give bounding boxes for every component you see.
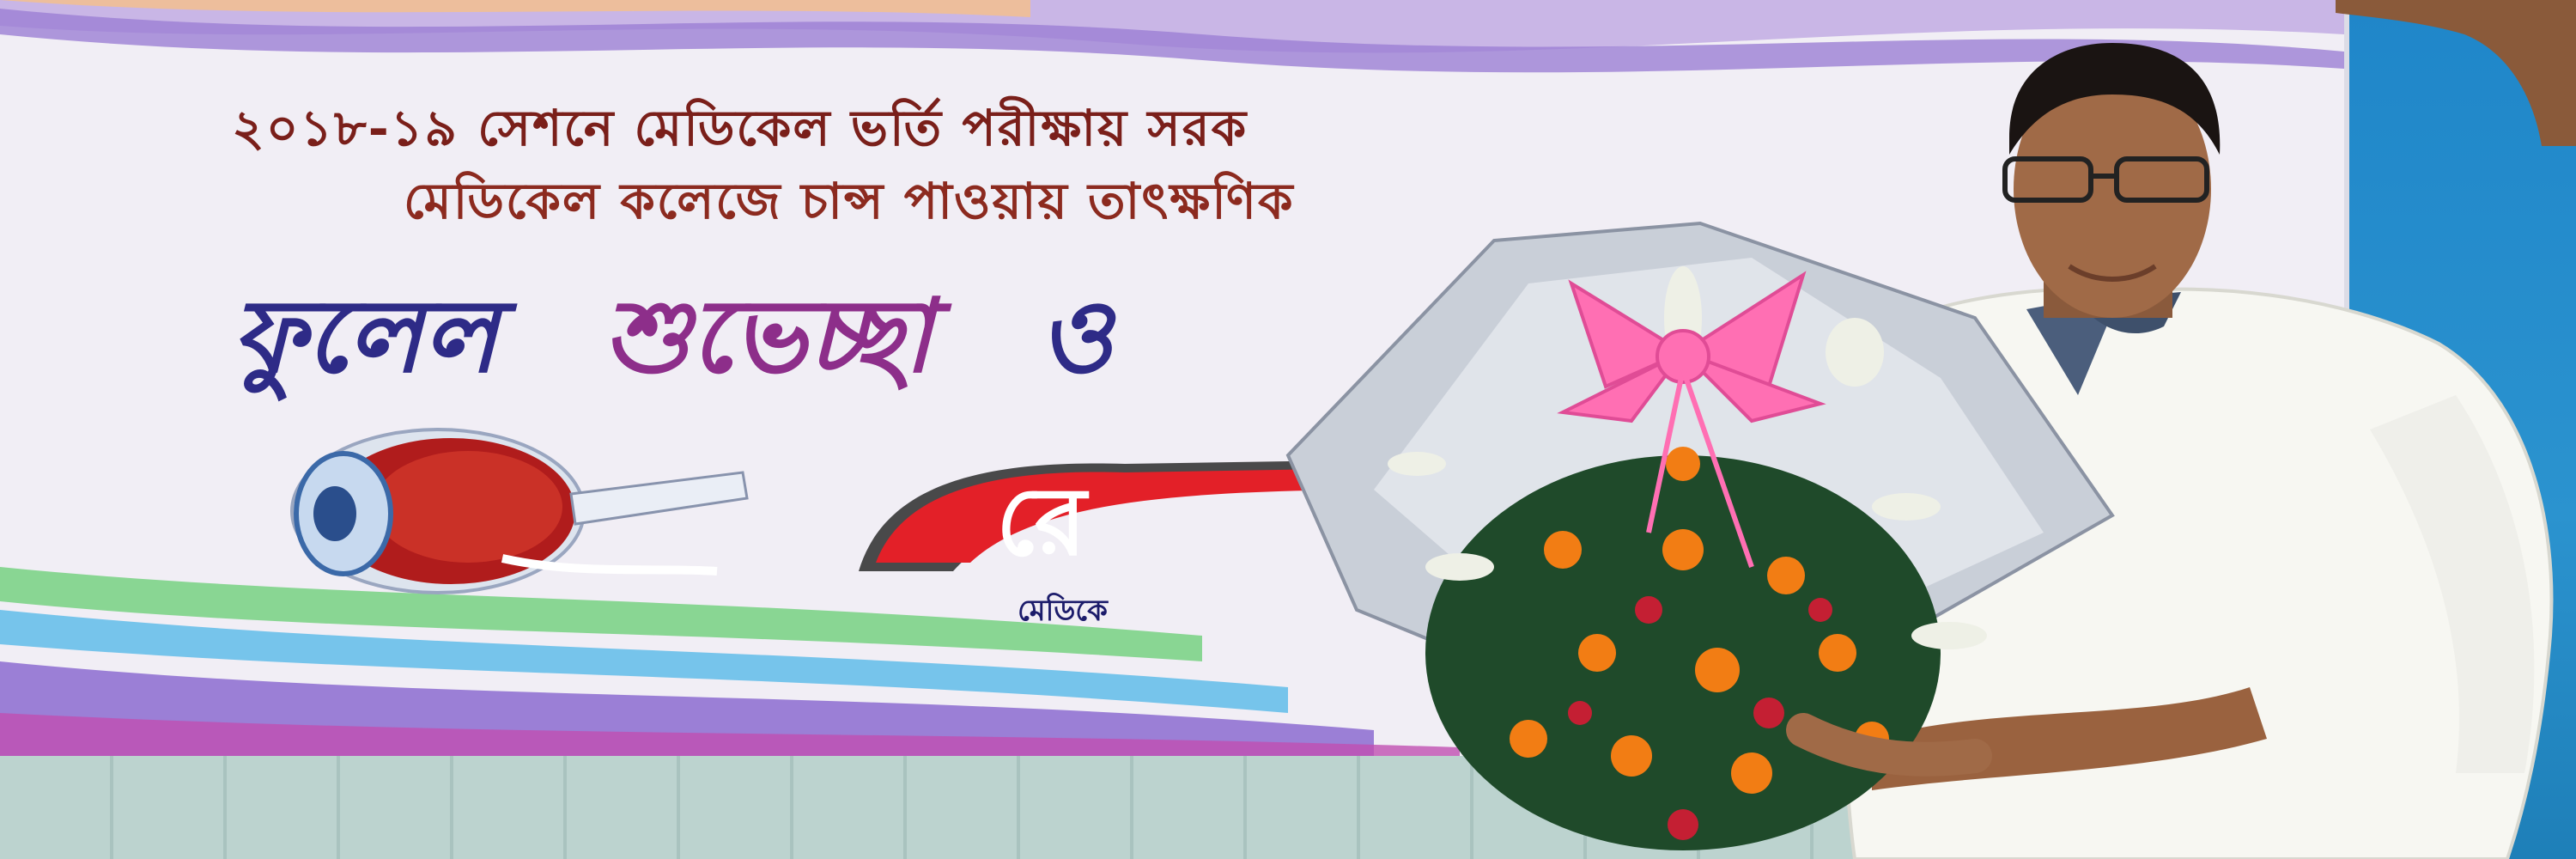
greeting-word-2: শুভেচ্ছা [603, 276, 933, 395]
banner-headline-line2: মেডিকেল কলেজে চান্স পাওয়ায় তাৎক্ষণিক [404, 172, 1295, 230]
greeting-word-1: ফুলেল [232, 276, 498, 395]
logo-subtext: মেডিকে [1018, 594, 1108, 628]
eye-illustration-icon [253, 421, 751, 610]
flower-bouquet [1202, 206, 2250, 859]
greeting-word-3: ও [1037, 276, 1113, 395]
logo-partial-text: রে [996, 466, 1087, 576]
banner-headline-line1: ২০১৮-১৯ সেশনে মেডিকেল ভর্তি পরীক্ষায় সরক [232, 99, 1249, 157]
